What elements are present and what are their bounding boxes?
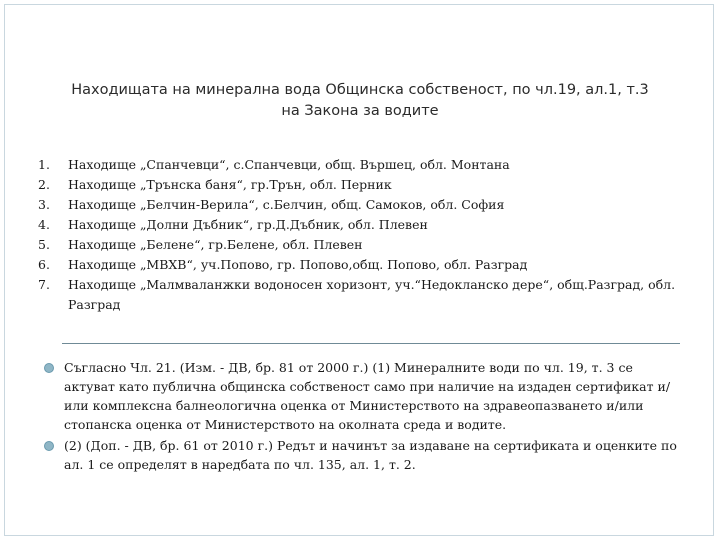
slide-title-line-2: на Закона за водите	[281, 103, 439, 119]
notes-list	[44, 358, 684, 476]
note-item	[44, 436, 684, 474]
list-number: 1.	[38, 157, 50, 172]
list-text: Находище „Трънска баня“, гр.Трън, обл. Перник	[68, 177, 392, 192]
list-number: 6.	[38, 257, 50, 272]
list-item	[38, 235, 688, 255]
bullet-icon	[44, 363, 54, 373]
list-text: Находище „Белчин-Верила“, с.Белчин, общ. Самоков, обл. София	[68, 197, 505, 212]
deposit-list	[38, 155, 688, 315]
list-item	[38, 215, 688, 235]
list-number: 5.	[38, 237, 50, 252]
list-text: Находище „Долни Дъбник“, гр.Д.Дъбник, обл. Плевен	[68, 217, 428, 232]
list-item	[38, 155, 688, 175]
slide-title-line-1: Находищата на минерална вода Общинска собственост, по чл.19, ал.1, т.3	[71, 82, 649, 98]
list-item	[38, 255, 688, 275]
list-item	[38, 195, 688, 215]
list-text: Находище „Спанчевци“, с.Спанчевци, общ. Вършец, обл. Монтана	[68, 157, 510, 172]
slide-title	[20, 80, 700, 122]
list-number: 3.	[38, 197, 50, 212]
list-number: 7.	[38, 277, 50, 292]
list-item	[38, 175, 688, 195]
bullet-icon	[44, 441, 54, 451]
list-number: 4.	[38, 217, 50, 232]
list-number: 2.	[38, 177, 50, 192]
note-text: Съгласно Чл. 21. (Изм. - ДВ, бр. 81 от 2000 г.) (1) Минералните води по чл. 19, т. 3 се актуват като публична общинска собственост само при наличие на издаден сертификат и/или комплексна балнеологична оценка от Министерството на здравеопазването и/или стопанска оценка от Министерството на околната среда и водите.	[64, 360, 671, 432]
list-text: Находище „Малмваланжки водоносен хоризонт, уч.“Недокланско дере“, общ.Разград, обл. Разград	[68, 277, 676, 312]
divider	[62, 343, 680, 344]
list-text: Находище „Белене“, гр.Белене, обл. Плевен	[68, 237, 363, 252]
note-text: (2) (Доп. - ДВ, бр. 61 от 2010 г.) Редът и начинът за издаване на сертификата и оценките по ал. 1 се определят в наредбата по чл. 135, ал. 1, т. 2.	[64, 438, 677, 472]
list-item	[38, 275, 688, 315]
list-text: Находище „МВХВ“, уч.Попово, гр. Попово,общ. Попово, обл. Разград	[68, 257, 528, 272]
note-item	[44, 358, 684, 434]
